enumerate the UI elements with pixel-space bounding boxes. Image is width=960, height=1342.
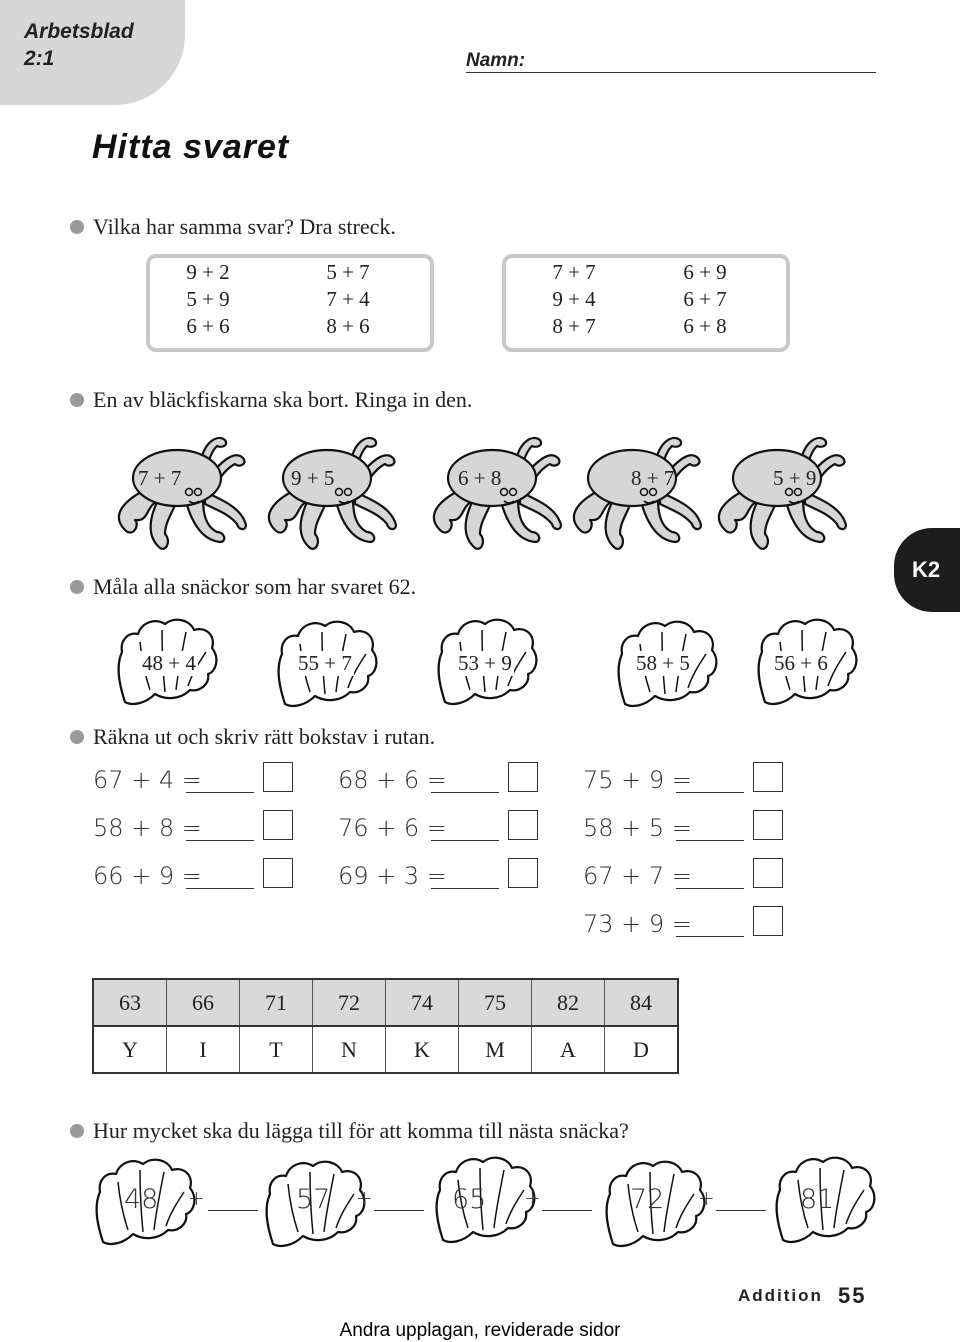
bullet-icon xyxy=(70,1124,84,1138)
letter-box[interactable] xyxy=(753,858,783,888)
shell-label: 53 + 9 xyxy=(458,651,512,675)
page-number: 55 xyxy=(838,1283,867,1308)
worksheet-label-line2: 2:1 xyxy=(24,47,55,70)
expression[interactable]: 5 + 7 xyxy=(326,260,370,284)
octopus-icon[interactable] xyxy=(719,438,846,549)
letter-box[interactable] xyxy=(263,858,293,888)
plus-sign: + xyxy=(188,1186,205,1210)
instruction-2: En av bläckfiskarna ska bort. Ringa in den. xyxy=(93,387,473,412)
key-number: 84 xyxy=(605,979,679,1026)
octopus-label: 5 + 9 xyxy=(773,466,817,490)
answer-line[interactable] xyxy=(186,840,254,841)
letter-box[interactable] xyxy=(753,810,783,840)
letter-box[interactable] xyxy=(753,762,783,792)
name-label: Namn: xyxy=(466,50,526,71)
answer-line[interactable] xyxy=(186,792,254,793)
plus-sign: + xyxy=(524,1186,541,1210)
shell-label: 48 + 4 xyxy=(142,651,196,675)
answer-line[interactable] xyxy=(208,1210,258,1211)
instruction-5: Hur mycket ska du lägga till för att komma till nästa snäcka? xyxy=(93,1118,629,1143)
problem: 76 + 6 = xyxy=(338,814,447,842)
expression[interactable]: 7 + 7 xyxy=(552,260,596,284)
octopus-icon[interactable] xyxy=(434,438,561,549)
shell-label: 55 + 7 xyxy=(298,651,352,675)
key-letter-row xyxy=(93,1026,678,1073)
key-number: 74 xyxy=(386,979,459,1026)
expression[interactable]: 6 + 9 xyxy=(683,260,727,284)
expression[interactable]: 6 + 8 xyxy=(683,314,727,338)
bullet-icon xyxy=(70,220,84,234)
bullet-icon xyxy=(70,580,84,594)
bullet-icon xyxy=(70,393,84,407)
key-number: 63 xyxy=(93,979,167,1026)
key-number: 82 xyxy=(532,979,605,1026)
problem: 58 + 8 = xyxy=(93,814,202,842)
problem: 69 + 3 = xyxy=(338,862,447,890)
letter-box[interactable] xyxy=(508,810,538,840)
letter-box[interactable] xyxy=(508,858,538,888)
answer-line[interactable] xyxy=(676,792,744,793)
plus-sign: + xyxy=(356,1186,373,1210)
expression[interactable]: 9 + 4 xyxy=(552,287,596,311)
answer-line[interactable] xyxy=(676,936,744,937)
problem: 58 + 5 = xyxy=(583,814,692,842)
octopus-label: 6 + 8 xyxy=(458,466,502,490)
octopus-icon[interactable] xyxy=(574,438,701,549)
expression[interactable]: 6 + 7 xyxy=(683,287,727,311)
answer-line[interactable] xyxy=(431,840,499,841)
key-number: 71 xyxy=(240,979,313,1026)
shell-number: 65 xyxy=(452,1184,487,1215)
expression[interactable]: 6 + 6 xyxy=(186,314,230,338)
letter-box[interactable] xyxy=(263,762,293,792)
octopus-label: 7 + 7 xyxy=(138,466,182,490)
expression[interactable]: 8 + 6 xyxy=(326,314,370,338)
answer-line[interactable] xyxy=(716,1210,766,1211)
answer-line[interactable] xyxy=(676,888,744,889)
key-letter: I xyxy=(167,1026,240,1073)
answer-line[interactable] xyxy=(542,1210,592,1211)
answer-line[interactable] xyxy=(431,888,499,889)
instruction-4: Räkna ut och skriv rätt bokstav i rutan. xyxy=(93,724,436,749)
problem: 68 + 6 = xyxy=(338,766,447,794)
shell-label: 56 + 6 xyxy=(774,651,828,675)
octopus-icon[interactable] xyxy=(269,438,396,549)
octopus-label: 8 + 7 xyxy=(631,466,675,490)
shell-label: 58 + 5 xyxy=(636,651,690,675)
answer-key-table xyxy=(92,978,679,1074)
shell-number: 48 xyxy=(124,1184,159,1215)
bullet-icon xyxy=(70,730,84,744)
expression[interactable]: 9 + 2 xyxy=(186,260,230,284)
expression[interactable]: 7 + 4 xyxy=(326,287,370,311)
key-letter: N xyxy=(313,1026,386,1073)
expression[interactable]: 5 + 9 xyxy=(186,287,230,311)
shell-number: 81 xyxy=(800,1184,835,1215)
problem: 75 + 9 = xyxy=(583,766,692,794)
letter-box[interactable] xyxy=(263,810,293,840)
expression[interactable]: 8 + 7 xyxy=(552,314,596,338)
key-letter: K xyxy=(386,1026,459,1073)
key-number-row xyxy=(93,979,678,1026)
letter-box[interactable] xyxy=(753,906,783,936)
problem: 67 + 7 = xyxy=(583,862,692,890)
octopus-label: 9 + 5 xyxy=(291,466,335,490)
letter-box[interactable] xyxy=(508,762,538,792)
key-letter: A xyxy=(532,1026,605,1073)
answer-line[interactable] xyxy=(374,1210,424,1211)
problem: 73 + 9 = xyxy=(583,910,692,938)
key-letter: T xyxy=(240,1026,313,1073)
key-letter: D xyxy=(605,1026,679,1073)
worksheet-label-line1: Arbetsblad xyxy=(24,20,134,43)
key-number: 66 xyxy=(167,979,240,1026)
answer-line[interactable] xyxy=(676,840,744,841)
instruction-1: Vilka har samma svar? Dra streck. xyxy=(93,214,396,239)
instruction-3: Måla alla snäckor som har svaret 62. xyxy=(93,574,417,599)
key-letter: M xyxy=(459,1026,532,1073)
problem: 67 + 4 = xyxy=(93,766,202,794)
problem: 66 + 9 = xyxy=(93,862,202,890)
octopus-icon[interactable] xyxy=(119,438,246,549)
answer-line[interactable] xyxy=(186,888,254,889)
footer-note: Andra upplagan, reviderade sidor xyxy=(339,1320,621,1341)
shell-number: 72 xyxy=(630,1184,665,1215)
page-title: Hitta svaret xyxy=(92,128,290,166)
key-number: 72 xyxy=(313,979,386,1026)
answer-line[interactable] xyxy=(431,792,499,793)
chapter-tab: K2 xyxy=(894,528,960,612)
name-field[interactable] xyxy=(466,72,876,73)
key-letter: Y xyxy=(93,1026,167,1073)
worksheet-label xyxy=(24,18,134,72)
plus-sign: + xyxy=(698,1186,715,1210)
key-number: 75 xyxy=(459,979,532,1026)
footer-section-name: Addition xyxy=(738,1286,823,1305)
shell-number: 57 xyxy=(296,1184,331,1215)
